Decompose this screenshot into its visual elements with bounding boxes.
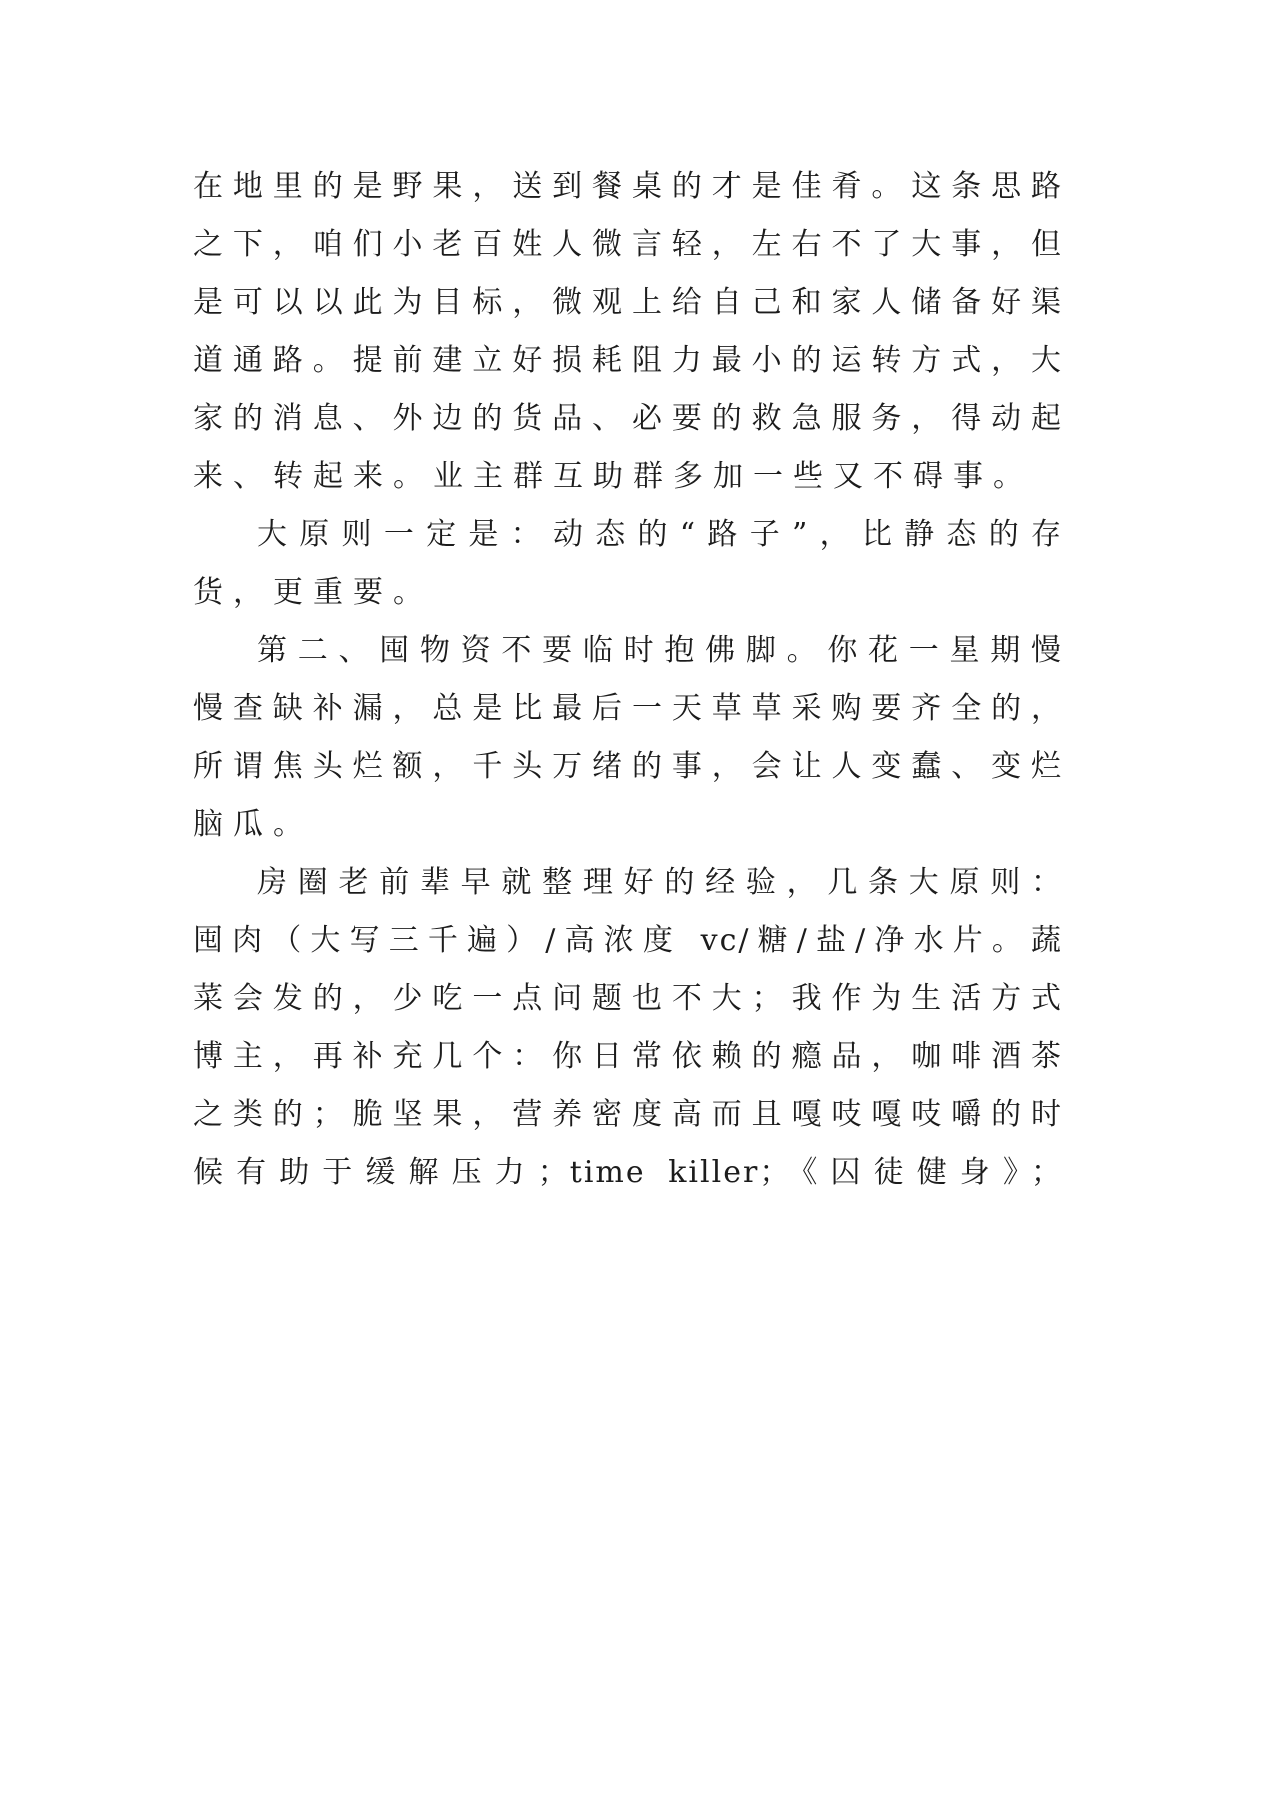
- text-line: 货，更重要。: [193, 575, 433, 610]
- text-line: 博主，再补充几个：你日常依赖的瘾品，咖啡酒茶: [193, 1039, 1063, 1074]
- text-line: 候有助于缓解压力；time killer；《囚徒健身》；: [193, 1155, 1063, 1190]
- text-line: 菜会发的，少吃一点问题也不大；我作为生活方式: [193, 981, 1063, 1016]
- text-line: 之类的；脆坚果，营养密度高而且嘎吱嘎吱嚼的时: [193, 1097, 1063, 1132]
- paragraph-start-line: 房圈老前辈早就整理好的经验，几条大原则：: [257, 865, 1063, 900]
- text-line: 是可以以此为目标，微观上给自己和家人储备好渠: [193, 285, 1063, 320]
- text-line: 囤肉（大写三千遍）/高浓度 vc/糖/盐/净水片。蔬: [193, 923, 1063, 958]
- text-line: 道通路。提前建立好损耗阻力最小的运转方式，大: [193, 343, 1063, 378]
- text-line: 脑瓜。: [193, 807, 313, 842]
- text-line: 在地里的是野果，送到餐桌的才是佳肴。这条思路: [193, 169, 1063, 204]
- text-line: 所谓焦头烂额，千头万绪的事，会让人变蠢、变烂: [193, 749, 1063, 784]
- body-text: [193, 158, 1063, 1202]
- paragraph-start-line: 大原则一定是：动态的“路子”，比静态的存: [257, 517, 1063, 552]
- text-line: 来、转起来。业主群互助群多加一些又不碍事。: [193, 459, 1033, 494]
- text-line: 慢查缺补漏，总是比最后一天草草采购要齐全的，: [193, 691, 1063, 726]
- text-line: 家的消息、外边的货品、必要的救急服务，得动起: [193, 401, 1063, 436]
- paragraph-start-line: 第二、囤物资不要临时抱佛脚。你花一星期慢: [257, 633, 1063, 668]
- text-line: 之下，咱们小老百姓人微言轻，左右不了大事，但: [193, 227, 1063, 262]
